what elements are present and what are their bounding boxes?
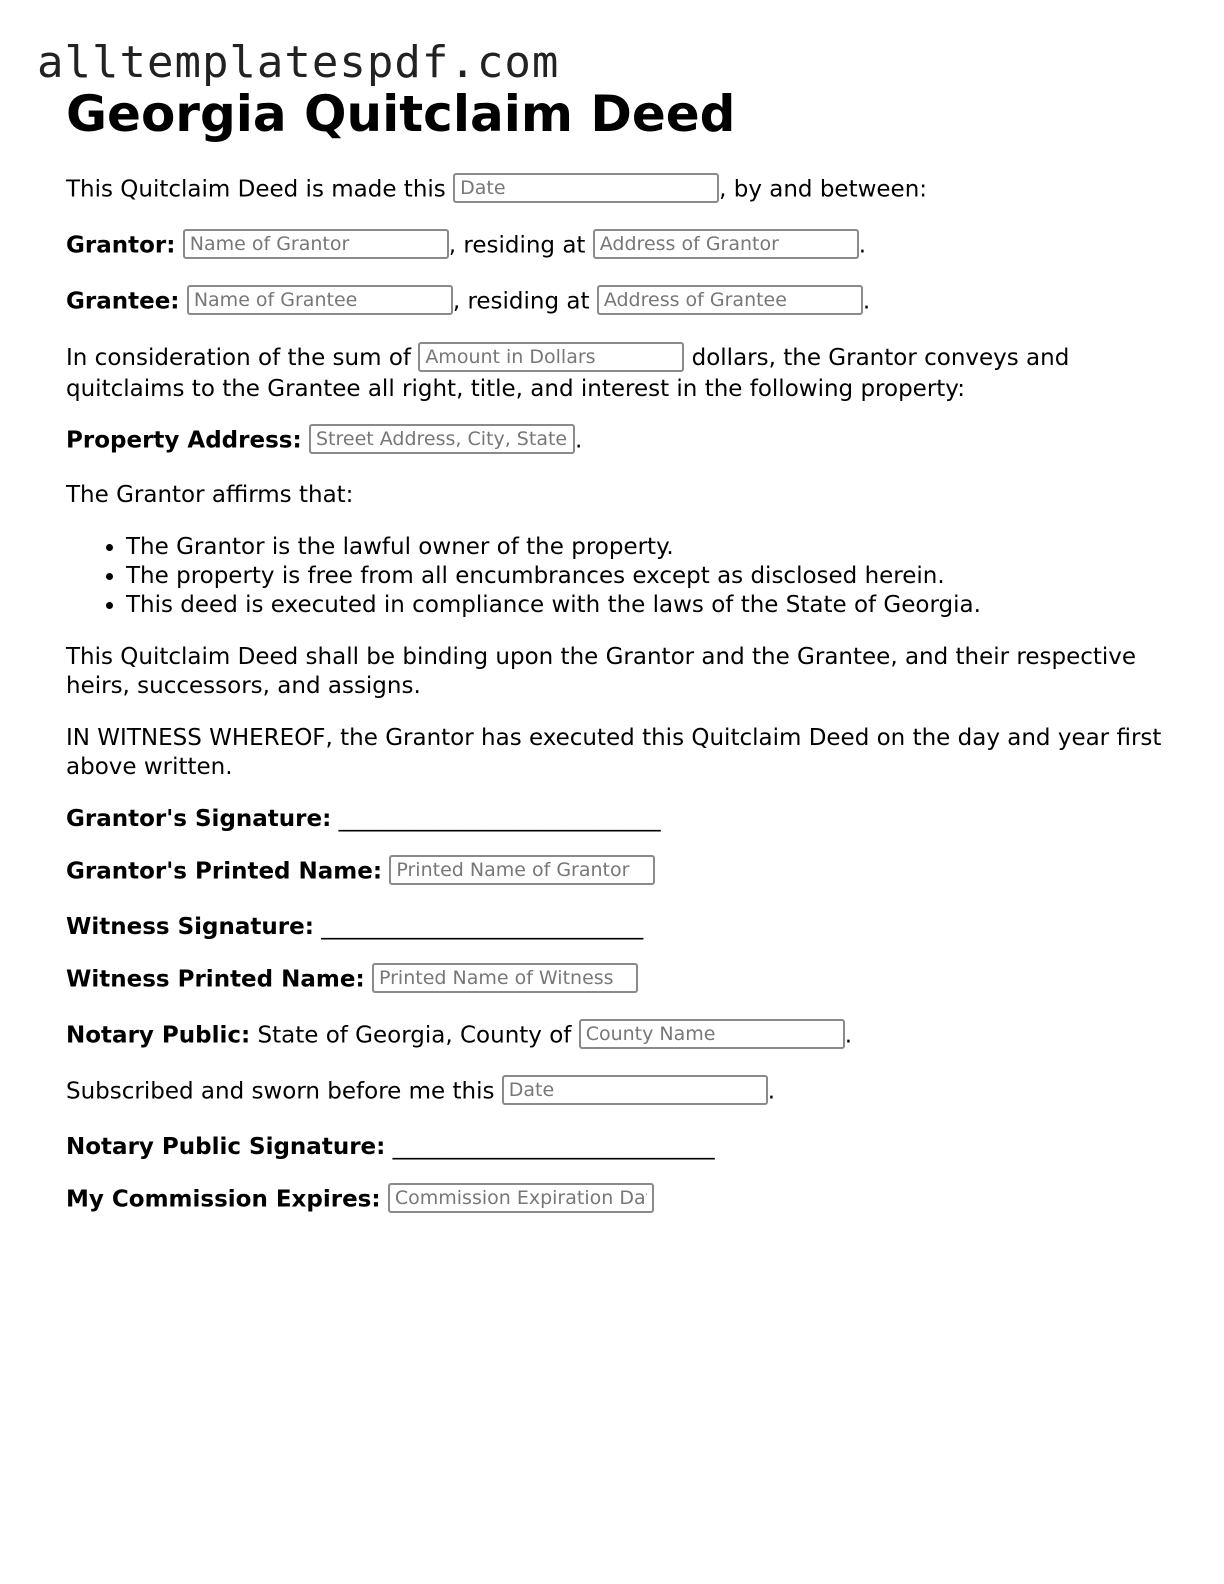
witness-signature-label: Witness Signature:	[66, 914, 314, 940]
property-row	[66, 426, 1166, 456]
notary-row	[66, 1021, 1166, 1051]
commission-row	[66, 1185, 1166, 1215]
witness-signature-row	[66, 913, 1166, 942]
property-end: .	[574, 427, 583, 454]
consideration-text-after: dollars, the Grantor conveys and quitclaims to the Grantee all right, title, and interest in the following property:	[66, 345, 1070, 402]
grantor-row	[66, 231, 1166, 261]
grantor-printed-row	[66, 857, 1166, 887]
grantee-label: Grantee:	[66, 288, 180, 315]
sworn-end: .	[767, 1078, 776, 1105]
grantee-end: .	[862, 288, 871, 315]
grantor-signature-label: Grantor's Signature:	[66, 806, 332, 832]
witness-printed-row	[66, 965, 1166, 995]
grantor-signature-line[interactable]: ____________________________	[338, 806, 661, 832]
affirmations-list	[66, 533, 1166, 620]
intro-text: This Quitclaim Deed is made this	[66, 176, 446, 203]
sworn-date-input[interactable]	[502, 1075, 768, 1105]
sworn-row	[66, 1077, 1166, 1107]
notary-signature-row	[66, 1133, 1166, 1162]
site-watermark: alltemplatespdf.com	[37, 37, 560, 88]
grantor-name-input[interactable]	[183, 229, 449, 259]
commission-expiration-input[interactable]	[388, 1183, 654, 1213]
grantee-row	[66, 287, 1166, 317]
grantor-address-input[interactable]	[593, 229, 859, 259]
notary-text: State of Georgia, County of	[257, 1022, 572, 1049]
grantor-label: Grantor:	[66, 232, 176, 259]
grantor-end: .	[858, 232, 867, 259]
grantee-address-input[interactable]	[597, 285, 863, 315]
property-address-input[interactable]	[309, 424, 575, 454]
notary-label: Notary Public:	[66, 1022, 251, 1049]
intro-text-after: , by and between:	[719, 176, 928, 203]
intro-paragraph	[66, 175, 1166, 205]
deed-date-input[interactable]	[453, 173, 719, 203]
binding-paragraph: This Quitclaim Deed shall be binding upon the Grantor and the Grantee, and their respective heirs, successors, and assigns.	[66, 644, 1137, 699]
grantor-printed-name-input[interactable]	[389, 855, 655, 885]
notary-signature-label: Notary Public Signature:	[66, 1134, 386, 1160]
property-label: Property Address:	[66, 427, 302, 454]
witness-printed-name-input[interactable]	[372, 963, 638, 993]
grantor-signature-row	[66, 805, 1166, 834]
consideration-paragraph	[66, 343, 1166, 405]
county-name-input[interactable]	[579, 1019, 845, 1049]
grantor-residing-text: , residing at	[448, 232, 586, 259]
notary-signature-line[interactable]: ____________________________	[392, 1134, 715, 1160]
page-title: Georgia Quitclaim Deed	[66, 85, 736, 143]
consideration-text: In consideration of the sum of	[66, 345, 411, 371]
grantor-printed-label: Grantor's Printed Name:	[66, 858, 383, 885]
list-item: • This deed is executed in compliance with the laws of the State of Georgia.	[126, 591, 1166, 620]
list-item: • The property is free from all encumbrances except as disclosed herein.	[126, 562, 1166, 591]
witness-signature-line[interactable]: ____________________________	[321, 914, 644, 940]
commission-label: My Commission Expires:	[66, 1186, 381, 1213]
witness-printed-label: Witness Printed Name:	[66, 966, 365, 993]
amount-input[interactable]	[418, 342, 684, 372]
grantee-residing-text: , residing at	[452, 288, 590, 315]
witness-clause: IN WITNESS WHEREOF, the Grantor has executed this Quitclaim Deed on the day and year first above written.	[66, 725, 1162, 780]
sworn-text: Subscribed and sworn before me this	[66, 1078, 495, 1105]
affirms-intro: The Grantor affirms that:	[66, 482, 354, 508]
deed-document	[66, 84, 1166, 1215]
grantee-name-input[interactable]	[187, 285, 453, 315]
notary-end: .	[844, 1022, 853, 1049]
list-item: • The Grantor is the lawful owner of the property.	[126, 533, 1166, 562]
